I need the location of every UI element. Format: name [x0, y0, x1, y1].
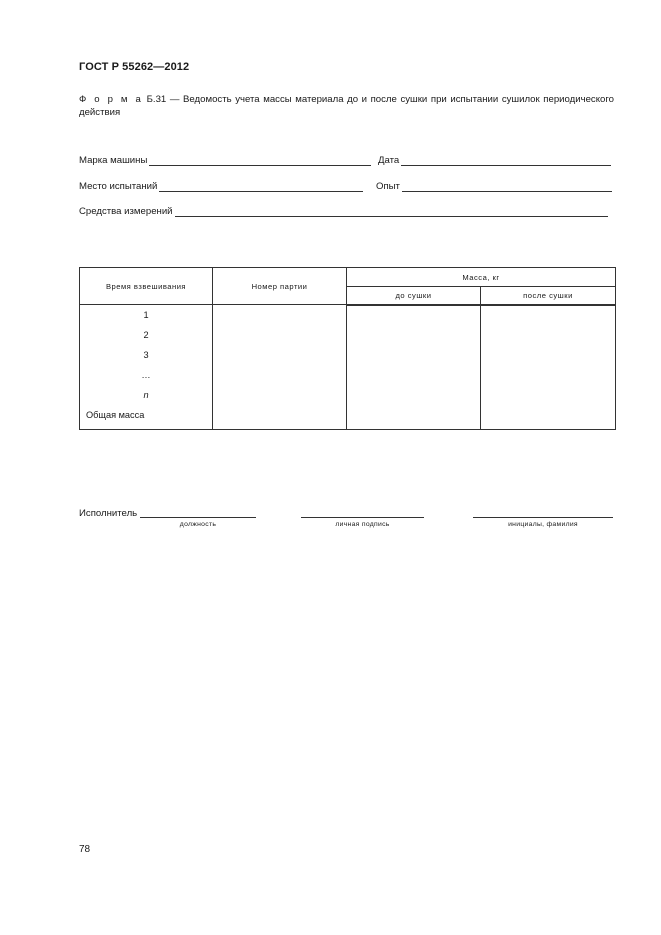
experiment-input-line[interactable]	[402, 180, 612, 192]
after-drying-cells[interactable]	[481, 305, 616, 430]
place-field	[79, 180, 363, 192]
before-drying-cells[interactable]	[347, 305, 481, 430]
form-caption	[79, 93, 614, 119]
machine-input-line[interactable]	[149, 154, 371, 166]
instruments-label: Средства измерений	[79, 206, 173, 217]
header-before-drying: до сушки	[347, 287, 481, 305]
time-column-cells[interactable]	[80, 305, 213, 430]
date-field	[378, 154, 611, 166]
place-input-line[interactable]	[159, 180, 363, 192]
batch-column-cells[interactable]	[213, 305, 347, 430]
header-time: Время взвешивания	[80, 268, 213, 305]
form-caption-text: Б.31 — Ведомость учета массы материала до и после сушки при испытании сушилок периодического действия	[79, 94, 614, 118]
row-label-ellipsis: …	[141, 370, 151, 380]
signature-line[interactable]	[301, 516, 424, 518]
weighing-table	[79, 267, 616, 430]
row-label-total: Общая масса	[86, 410, 145, 420]
instruments-input-line[interactable]	[175, 205, 608, 217]
row-label-3: 3	[143, 350, 149, 360]
signature-caption: личная подпись	[335, 521, 390, 528]
place-label: Место испытаний	[79, 181, 158, 192]
machine-field	[79, 154, 371, 166]
instruments-field	[79, 205, 608, 217]
machine-label: Марка машины	[79, 155, 148, 166]
page-number: 78	[79, 844, 91, 855]
row-label-n: n	[143, 390, 149, 400]
date-input-line[interactable]	[401, 154, 611, 166]
form-caption-prefix: Ф о р м а	[79, 94, 144, 105]
executor-label: Исполнитель	[79, 508, 138, 519]
header-mass: Масса, кг	[347, 268, 616, 287]
row-label-2: 2	[143, 330, 149, 340]
experiment-field	[376, 180, 612, 192]
name-line[interactable]	[473, 516, 613, 518]
document-header: ГОСТ Р 55262—2012	[79, 61, 190, 73]
position-caption: должность	[179, 521, 217, 528]
row-label-1: 1	[143, 310, 149, 320]
name-caption: инициалы, фамилия	[508, 521, 578, 528]
header-after-drying: после сушки	[481, 287, 616, 305]
header-batch: Номер партии	[213, 268, 347, 305]
position-line[interactable]	[140, 516, 256, 518]
experiment-label: Опыт	[376, 181, 400, 192]
date-label: Дата	[378, 155, 400, 166]
